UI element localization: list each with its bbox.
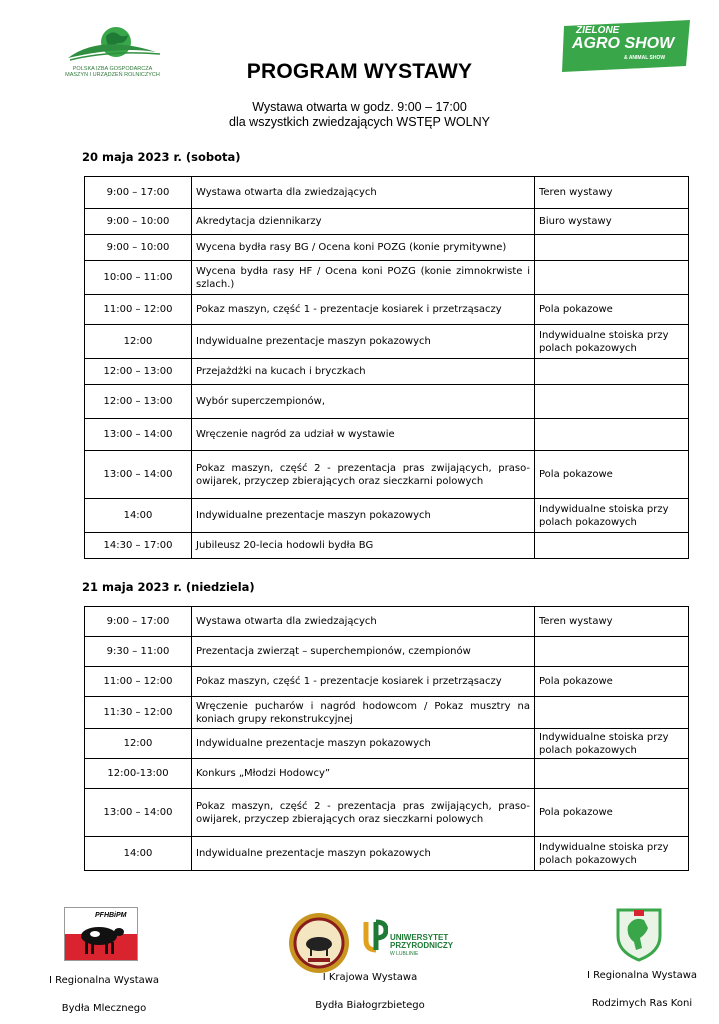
schedule-row [85,789,689,837]
up-logo-line3: W LUBLINIE [390,951,419,957]
piggmur-logo-line2: MASZYN I URZĄDZEŃ ROLNICZYCH [65,72,160,78]
time-cell: 9:00 – 17:00 [85,177,192,209]
page-title: PROGRAM WYSTAWY [246,60,473,83]
globe-swoosh-icon [60,24,165,62]
desc-cell: Wystawa otwarta dla zwiedzających [192,607,535,637]
up-logo-line1: UNIWERSYTET [390,933,449,942]
schedule-row [85,607,689,637]
schedule-row [85,451,689,499]
place-cell: Pola pokazowe [535,295,689,325]
place-cell [535,359,689,385]
schedule-row [85,209,689,235]
desc-cell: Indywidualne prezentacje maszyn pokazowych [192,499,535,533]
schedule-row [85,359,689,385]
desc-cell: Wystawa otwarta dla zwiedzających [192,177,535,209]
day2-schedule-table [84,606,689,871]
desc-cell: Przejażdżki na kucach i bryczkach [192,359,535,385]
horse-shield-icon [614,906,664,962]
time-cell: 14:00 [85,837,192,871]
schedule-row [85,325,689,359]
time-cell: 11:00 – 12:00 [85,667,192,697]
desc-cell: Wybór superczempionów, [192,385,535,419]
footer-right-line2: Rodzimych Ras Koni [591,998,693,1009]
place-cell: Pola pokazowe [535,667,689,697]
place-cell: Indywidualne stoiska przy polach pokazowych [535,325,689,359]
zas-line3: & ANIMAL SHOW [624,55,666,61]
desc-cell: Jubileusz 20-lecia hodowli bydła BG [192,533,535,559]
cattle-seal-icon [288,912,350,974]
day2-heading: 21 maja 2023 r. (niedziela) [82,580,255,594]
schedule-row [85,759,689,789]
place-cell: Teren wystawy [535,607,689,637]
zas-line1: ZIELONE [576,25,620,36]
up-logo-line2: PRZYRODNICZY [390,941,454,950]
schedule-row [85,837,689,871]
up-lublin-logo [362,918,462,964]
place-cell [535,759,689,789]
time-cell: 14:00 [85,499,192,533]
desc-cell: Pokaz maszyn, część 2 - prezentacja pras zwijających, praso-owijarek, przyczep zbierających oraz sieczkarni polowych [192,789,535,837]
time-cell: 12:00 – 13:00 [85,359,192,385]
footer-left-line2: Bydła Mlecznego [61,1003,147,1014]
subtitle-entry: dla wszystkich zwiedzających WSTĘP WOLNY [229,115,490,129]
schedule-row [85,177,689,209]
time-cell: 13:00 – 14:00 [85,419,192,451]
place-cell: Indywidualne stoiska przy polach pokazowych [535,837,689,871]
desc-cell: Pokaz maszyn, część 1 - prezentacje kosiarek i przetrząsaczy [192,295,535,325]
desc-cell: Konkurs „Młodzi Hodowcy” [192,759,535,789]
zas-line2: AGRO SHOW [572,35,675,52]
place-cell [535,419,689,451]
place-cell [535,637,689,667]
time-cell: 13:00 – 14:00 [85,451,192,499]
day1-schedule-table [84,176,689,559]
desc-cell: Pokaz maszyn, część 2 - prezentacja pras zwijających, praso-owijarek, przyczep zbierających oraz sieczkarni polowych [192,451,535,499]
subtitle-hours: Wystawa otwarta w godz. 9:00 – 17:00 [252,100,467,114]
time-cell: 10:00 – 11:00 [85,261,192,295]
time-cell: 9:00 – 10:00 [85,209,192,235]
time-cell: 11:30 – 12:00 [85,697,192,729]
place-cell [535,385,689,419]
place-cell: Indywidualne stoiska przy polach pokazowych [535,729,689,759]
time-cell: 12:00-13:00 [85,759,192,789]
piggmur-logo-line1: POLSKA IZBA GOSPODARCZA [72,66,153,72]
desc-cell: Pokaz maszyn, część 1 - prezentacje kosiarek i przetrząsaczy [192,667,535,697]
schedule-row [85,637,689,667]
time-cell: 13:00 – 14:00 [85,789,192,837]
time-cell: 12:00 – 13:00 [85,385,192,419]
footer-right-line1: I Regionalna Wystawa [586,970,698,981]
horse-breeds-logo [614,906,664,962]
schedule-row [85,235,689,261]
time-cell: 9:00 – 17:00 [85,607,192,637]
time-cell: 14:30 – 17:00 [85,533,192,559]
footer-middle-line1: I Krajowa Wystawa [322,972,418,983]
desc-cell: Wycena bydła rasy BG / Ocena koni POZG (konie prymitywne) [192,235,535,261]
schedule-row [85,729,689,759]
schedule-row [85,667,689,697]
place-cell [535,697,689,729]
schedule-row [85,499,689,533]
place-cell [535,261,689,295]
schedule-row [85,697,689,729]
place-cell: Teren wystawy [535,177,689,209]
time-cell: 11:00 – 12:00 [85,295,192,325]
schedule-row [85,419,689,451]
place-cell: Pola pokazowe [535,789,689,837]
footer-middle-line2: Bydła Białogrzbietego [315,1000,425,1011]
desc-cell: Indywidualne prezentacje maszyn pokazowych [192,729,535,759]
time-cell: 12:00 [85,325,192,359]
place-cell [535,533,689,559]
place-cell: Indywidualne stoiska przy polach pokazowych [535,499,689,533]
time-cell: 12:00 [85,729,192,759]
place-cell: Pola pokazowe [535,451,689,499]
schedule-row [85,533,689,559]
up-leaf-icon [362,918,388,958]
desc-cell: Wręczenie nagród za udział w wystawie [192,419,535,451]
bg-cattle-seal-logo [288,912,350,974]
desc-cell: Wręczenie pucharów i nagród hodowcom / Pokaz musztry na koniach grupy rekonstrukcyjnej [192,697,535,729]
desc-cell: Wycena bydła rasy HF / Ocena koni POZG (konie zimnokrwiste i szlach.) [192,261,535,295]
desc-cell: Prezentacja zwierząt – superchempionów, czempionów [192,637,535,667]
place-cell: Biuro wystawy [535,209,689,235]
time-cell: 9:00 – 10:00 [85,235,192,261]
schedule-row [85,295,689,325]
footer-left-line1: I Regionalna Wystawa [48,975,160,986]
desc-cell: Akredytacja dziennikarzy [192,209,535,235]
pfhbipm-logo [64,907,138,961]
place-cell [535,235,689,261]
schedule-row [85,385,689,419]
time-cell: 9:30 – 11:00 [85,637,192,667]
desc-cell: Indywidualne prezentacje maszyn pokazowych [192,325,535,359]
pfhbipm-text: PFHBiPM [95,912,127,919]
day1-heading: 20 maja 2023 r. (sobota) [82,150,241,164]
desc-cell: Indywidualne prezentacje maszyn pokazowych [192,837,535,871]
schedule-row [85,261,689,295]
